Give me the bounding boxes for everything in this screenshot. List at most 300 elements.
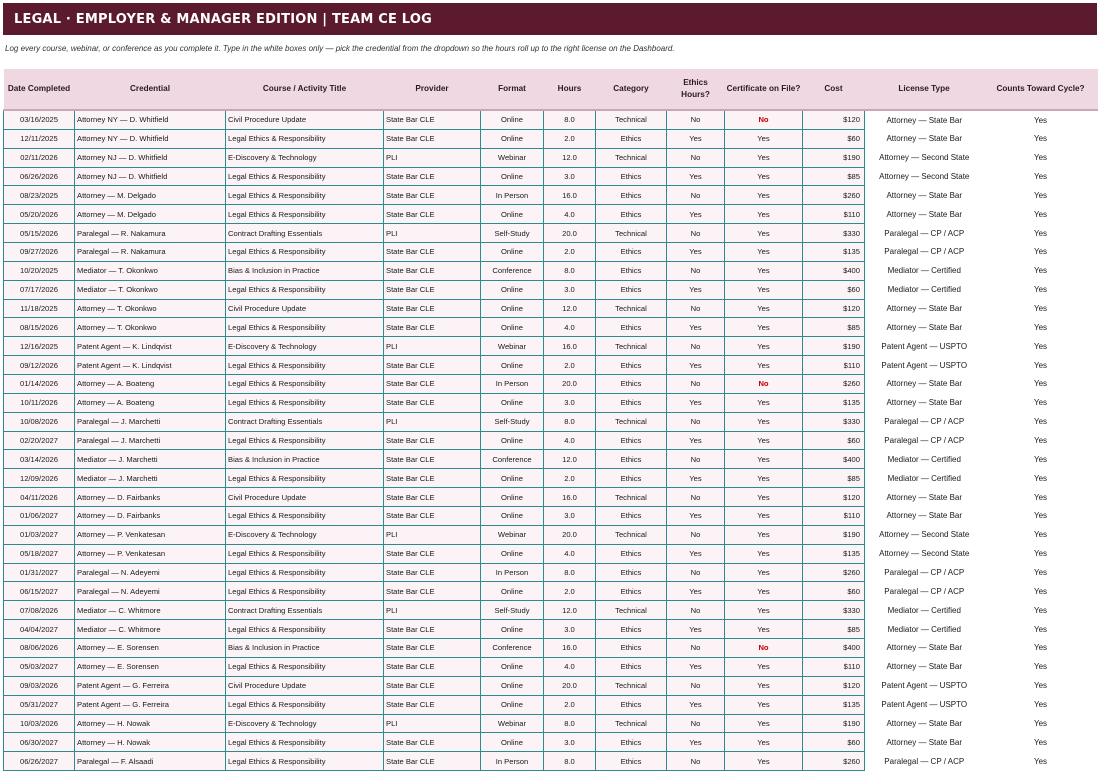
certificate-cell[interactable]: Yes bbox=[725, 525, 803, 544]
course-cell[interactable]: Legal Ethics & Responsibility bbox=[226, 318, 384, 337]
certificate-cell[interactable]: Yes bbox=[725, 657, 803, 676]
category-cell[interactable]: Technical bbox=[596, 148, 667, 167]
provider-cell[interactable]: State Bar CLE bbox=[384, 431, 481, 450]
course-cell[interactable]: Legal Ethics & Responsibility bbox=[226, 129, 384, 148]
course-cell[interactable]: Legal Ethics & Responsibility bbox=[226, 544, 384, 563]
format-cell[interactable]: Online bbox=[481, 356, 544, 375]
date-cell[interactable]: 04/04/2027 bbox=[4, 620, 75, 639]
category-cell[interactable]: Ethics bbox=[596, 733, 667, 752]
provider-cell[interactable]: State Bar CLE bbox=[384, 261, 481, 280]
course-cell[interactable]: Legal Ethics & Responsibility bbox=[226, 280, 384, 299]
ethics-cell[interactable]: Yes bbox=[667, 318, 725, 337]
date-cell[interactable]: 10/03/2026 bbox=[4, 714, 75, 733]
date-cell[interactable]: 09/27/2026 bbox=[4, 243, 75, 262]
date-cell[interactable]: 08/06/2026 bbox=[4, 639, 75, 658]
certificate-cell[interactable]: No bbox=[725, 375, 803, 394]
ethics-cell[interactable]: Yes bbox=[667, 167, 725, 186]
provider-cell[interactable]: State Bar CLE bbox=[384, 582, 481, 601]
credential-cell[interactable]: Mediator — J. Marchetti bbox=[75, 450, 226, 469]
course-cell[interactable]: Legal Ethics & Responsibility bbox=[226, 582, 384, 601]
date-cell[interactable]: 02/11/2026 bbox=[4, 148, 75, 167]
ethics-cell[interactable]: Yes bbox=[667, 393, 725, 412]
format-cell[interactable]: Online bbox=[481, 299, 544, 318]
hours-cell[interactable]: 8.0 bbox=[544, 412, 596, 431]
cost-cell[interactable]: $110 bbox=[803, 205, 865, 224]
format-cell[interactable]: Online bbox=[481, 129, 544, 148]
certificate-cell[interactable]: Yes bbox=[725, 129, 803, 148]
hours-cell[interactable]: 8.0 bbox=[544, 752, 596, 771]
provider-cell[interactable]: State Bar CLE bbox=[384, 243, 481, 262]
certificate-cell[interactable]: Yes bbox=[725, 563, 803, 582]
certificate-cell[interactable]: Yes bbox=[725, 620, 803, 639]
category-cell[interactable]: Technical bbox=[596, 525, 667, 544]
format-cell[interactable]: Conference bbox=[481, 450, 544, 469]
credential-cell[interactable]: Mediator — J. Marchetti bbox=[75, 469, 226, 488]
hours-cell[interactable]: 16.0 bbox=[544, 186, 596, 205]
format-cell[interactable]: Online bbox=[481, 280, 544, 299]
cost-cell[interactable]: $60 bbox=[803, 431, 865, 450]
date-cell[interactable]: 06/26/2026 bbox=[4, 167, 75, 186]
certificate-cell[interactable]: Yes bbox=[725, 393, 803, 412]
ethics-cell[interactable]: Yes bbox=[667, 695, 725, 714]
format-cell[interactable]: In Person bbox=[481, 375, 544, 394]
provider-cell[interactable]: State Bar CLE bbox=[384, 129, 481, 148]
certificate-cell[interactable]: Yes bbox=[725, 167, 803, 186]
cost-cell[interactable]: $85 bbox=[803, 318, 865, 337]
date-cell[interactable]: 01/14/2026 bbox=[4, 375, 75, 394]
category-cell[interactable]: Technical bbox=[596, 299, 667, 318]
credential-cell[interactable]: Paralegal — F. Alsaadi bbox=[75, 752, 226, 771]
certificate-cell[interactable]: Yes bbox=[725, 412, 803, 431]
certificate-cell[interactable]: Yes bbox=[725, 469, 803, 488]
cost-cell[interactable]: $330 bbox=[803, 601, 865, 620]
format-cell[interactable]: Online bbox=[481, 507, 544, 526]
hours-cell[interactable]: 20.0 bbox=[544, 375, 596, 394]
certificate-cell[interactable]: Yes bbox=[725, 695, 803, 714]
ethics-cell[interactable]: No bbox=[667, 299, 725, 318]
ethics-cell[interactable]: No bbox=[667, 639, 725, 658]
credential-cell[interactable]: Attorney — E. Sorensen bbox=[75, 639, 226, 658]
cost-cell[interactable]: $85 bbox=[803, 620, 865, 639]
credential-cell[interactable]: Attorney — A. Boateng bbox=[75, 393, 226, 412]
format-cell[interactable]: Webinar bbox=[481, 714, 544, 733]
certificate-cell[interactable]: Yes bbox=[725, 488, 803, 507]
category-cell[interactable]: Technical bbox=[596, 337, 667, 356]
credential-cell[interactable]: Paralegal — N. Adeyemi bbox=[75, 563, 226, 582]
category-cell[interactable]: Ethics bbox=[596, 657, 667, 676]
category-cell[interactable]: Technical bbox=[596, 601, 667, 620]
provider-cell[interactable]: PLI bbox=[384, 337, 481, 356]
category-cell[interactable]: Ethics bbox=[596, 129, 667, 148]
category-cell[interactable]: Technical bbox=[596, 714, 667, 733]
hours-cell[interactable]: 4.0 bbox=[544, 431, 596, 450]
cost-cell[interactable]: $260 bbox=[803, 375, 865, 394]
cost-cell[interactable]: $60 bbox=[803, 582, 865, 601]
date-cell[interactable]: 10/11/2026 bbox=[4, 393, 75, 412]
ethics-cell[interactable]: Yes bbox=[667, 469, 725, 488]
course-cell[interactable]: Legal Ethics & Responsibility bbox=[226, 431, 384, 450]
course-cell[interactable]: Legal Ethics & Responsibility bbox=[226, 657, 384, 676]
hours-cell[interactable]: 2.0 bbox=[544, 582, 596, 601]
ethics-cell[interactable]: No bbox=[667, 412, 725, 431]
ethics-cell[interactable]: No bbox=[667, 224, 725, 243]
provider-cell[interactable]: PLI bbox=[384, 224, 481, 243]
format-cell[interactable]: Online bbox=[481, 657, 544, 676]
provider-cell[interactable]: State Bar CLE bbox=[384, 639, 481, 658]
cost-cell[interactable]: $60 bbox=[803, 129, 865, 148]
date-cell[interactable]: 06/26/2027 bbox=[4, 752, 75, 771]
date-cell[interactable]: 06/15/2027 bbox=[4, 582, 75, 601]
course-cell[interactable]: Legal Ethics & Responsibility bbox=[226, 186, 384, 205]
certificate-cell[interactable]: Yes bbox=[725, 733, 803, 752]
date-cell[interactable]: 02/20/2027 bbox=[4, 431, 75, 450]
category-cell[interactable]: Ethics bbox=[596, 469, 667, 488]
ethics-cell[interactable]: Yes bbox=[667, 544, 725, 563]
certificate-cell[interactable]: Yes bbox=[725, 299, 803, 318]
course-cell[interactable]: Legal Ethics & Responsibility bbox=[226, 733, 384, 752]
date-cell[interactable]: 07/08/2026 bbox=[4, 601, 75, 620]
provider-cell[interactable]: State Bar CLE bbox=[384, 488, 481, 507]
ethics-cell[interactable]: Yes bbox=[667, 129, 725, 148]
date-cell[interactable]: 08/15/2026 bbox=[4, 318, 75, 337]
date-cell[interactable]: 04/11/2026 bbox=[4, 488, 75, 507]
hours-cell[interactable]: 20.0 bbox=[544, 676, 596, 695]
credential-cell[interactable]: Patent Agent — G. Ferreira bbox=[75, 695, 226, 714]
format-cell[interactable]: Online bbox=[481, 393, 544, 412]
date-cell[interactable]: 11/18/2025 bbox=[4, 299, 75, 318]
credential-cell[interactable]: Paralegal — J. Marchetti bbox=[75, 412, 226, 431]
course-cell[interactable]: Bias & Inclusion in Practice bbox=[226, 450, 384, 469]
provider-cell[interactable]: State Bar CLE bbox=[384, 205, 481, 224]
cost-cell[interactable]: $120 bbox=[803, 488, 865, 507]
cost-cell[interactable]: $190 bbox=[803, 337, 865, 356]
course-cell[interactable]: Bias & Inclusion in Practice bbox=[226, 639, 384, 658]
hours-cell[interactable]: 16.0 bbox=[544, 337, 596, 356]
date-cell[interactable]: 05/18/2027 bbox=[4, 544, 75, 563]
certificate-cell[interactable]: Yes bbox=[725, 224, 803, 243]
provider-cell[interactable]: PLI bbox=[384, 601, 481, 620]
credential-cell[interactable]: Mediator — C. Whitmore bbox=[75, 601, 226, 620]
category-cell[interactable]: Technical bbox=[596, 488, 667, 507]
ethics-cell[interactable]: No bbox=[667, 601, 725, 620]
course-cell[interactable]: Bias & Inclusion in Practice bbox=[226, 261, 384, 280]
hours-cell[interactable]: 8.0 bbox=[544, 563, 596, 582]
course-cell[interactable]: Civil Procedure Update bbox=[226, 488, 384, 507]
certificate-cell[interactable]: Yes bbox=[725, 318, 803, 337]
category-cell[interactable]: Ethics bbox=[596, 167, 667, 186]
credential-cell[interactable]: Attorney — T. Okonkwo bbox=[75, 318, 226, 337]
credential-cell[interactable]: Attorney — M. Delgado bbox=[75, 205, 226, 224]
category-cell[interactable]: Ethics bbox=[596, 205, 667, 224]
credential-cell[interactable]: Mediator — T. Okonkwo bbox=[75, 280, 226, 299]
date-cell[interactable]: 12/09/2026 bbox=[4, 469, 75, 488]
cost-cell[interactable]: $85 bbox=[803, 469, 865, 488]
certificate-cell[interactable]: Yes bbox=[725, 243, 803, 262]
ethics-cell[interactable]: Yes bbox=[667, 243, 725, 262]
format-cell[interactable]: Conference bbox=[481, 261, 544, 280]
format-cell[interactable]: Webinar bbox=[481, 148, 544, 167]
certificate-cell[interactable]: Yes bbox=[725, 676, 803, 695]
certificate-cell[interactable]: No bbox=[725, 110, 803, 129]
ethics-cell[interactable]: No bbox=[667, 488, 725, 507]
ethics-cell[interactable]: Yes bbox=[667, 280, 725, 299]
cost-cell[interactable]: $190 bbox=[803, 714, 865, 733]
course-cell[interactable]: Legal Ethics & Responsibility bbox=[226, 243, 384, 262]
category-cell[interactable]: Technical bbox=[596, 412, 667, 431]
hours-cell[interactable]: 8.0 bbox=[544, 714, 596, 733]
provider-cell[interactable]: PLI bbox=[384, 714, 481, 733]
credential-cell[interactable]: Mediator — C. Whitmore bbox=[75, 620, 226, 639]
category-cell[interactable]: Technical bbox=[596, 224, 667, 243]
cost-cell[interactable]: $120 bbox=[803, 110, 865, 129]
provider-cell[interactable]: State Bar CLE bbox=[384, 676, 481, 695]
format-cell[interactable]: Self-Study bbox=[481, 224, 544, 243]
category-cell[interactable]: Ethics bbox=[596, 582, 667, 601]
hours-cell[interactable]: 3.0 bbox=[544, 733, 596, 752]
course-cell[interactable]: Civil Procedure Update bbox=[226, 676, 384, 695]
certificate-cell[interactable]: Yes bbox=[725, 450, 803, 469]
hours-cell[interactable]: 12.0 bbox=[544, 299, 596, 318]
hours-cell[interactable]: 2.0 bbox=[544, 243, 596, 262]
cost-cell[interactable]: $135 bbox=[803, 243, 865, 262]
course-cell[interactable]: Legal Ethics & Responsibility bbox=[226, 205, 384, 224]
date-cell[interactable]: 09/03/2026 bbox=[4, 676, 75, 695]
hours-cell[interactable]: 2.0 bbox=[544, 356, 596, 375]
course-cell[interactable]: E-Discovery & Technology bbox=[226, 525, 384, 544]
provider-cell[interactable]: State Bar CLE bbox=[384, 752, 481, 771]
cost-cell[interactable]: $60 bbox=[803, 280, 865, 299]
hours-cell[interactable]: 3.0 bbox=[544, 507, 596, 526]
category-cell[interactable]: Ethics bbox=[596, 695, 667, 714]
certificate-cell[interactable]: Yes bbox=[725, 507, 803, 526]
ethics-cell[interactable]: No bbox=[667, 752, 725, 771]
provider-cell[interactable]: State Bar CLE bbox=[384, 393, 481, 412]
date-cell[interactable]: 01/03/2027 bbox=[4, 525, 75, 544]
certificate-cell[interactable]: Yes bbox=[725, 544, 803, 563]
certificate-cell[interactable]: Yes bbox=[725, 186, 803, 205]
credential-cell[interactable]: Attorney — P. Venkatesan bbox=[75, 525, 226, 544]
category-cell[interactable]: Ethics bbox=[596, 507, 667, 526]
provider-cell[interactable]: State Bar CLE bbox=[384, 733, 481, 752]
hours-cell[interactable]: 8.0 bbox=[544, 261, 596, 280]
format-cell[interactable]: Online bbox=[481, 733, 544, 752]
ethics-cell[interactable]: No bbox=[667, 450, 725, 469]
hours-cell[interactable]: 12.0 bbox=[544, 148, 596, 167]
cost-cell[interactable]: $110 bbox=[803, 507, 865, 526]
certificate-cell[interactable]: Yes bbox=[725, 601, 803, 620]
format-cell[interactable]: In Person bbox=[481, 563, 544, 582]
credential-cell[interactable]: Attorney — E. Sorensen bbox=[75, 657, 226, 676]
date-cell[interactable]: 12/16/2025 bbox=[4, 337, 75, 356]
date-cell[interactable]: 01/06/2027 bbox=[4, 507, 75, 526]
ethics-cell[interactable]: Yes bbox=[667, 205, 725, 224]
credential-cell[interactable]: Patent Agent — K. Lindqvist bbox=[75, 337, 226, 356]
category-cell[interactable]: Ethics bbox=[596, 563, 667, 582]
hours-cell[interactable]: 16.0 bbox=[544, 639, 596, 658]
cost-cell[interactable]: $190 bbox=[803, 148, 865, 167]
provider-cell[interactable]: State Bar CLE bbox=[384, 186, 481, 205]
cost-cell[interactable]: $400 bbox=[803, 261, 865, 280]
cost-cell[interactable]: $260 bbox=[803, 186, 865, 205]
certificate-cell[interactable]: Yes bbox=[725, 431, 803, 450]
ethics-cell[interactable]: Yes bbox=[667, 620, 725, 639]
format-cell[interactable]: Conference bbox=[481, 639, 544, 658]
provider-cell[interactable]: State Bar CLE bbox=[384, 356, 481, 375]
format-cell[interactable]: Online bbox=[481, 318, 544, 337]
course-cell[interactable]: Legal Ethics & Responsibility bbox=[226, 563, 384, 582]
certificate-cell[interactable]: Yes bbox=[725, 582, 803, 601]
category-cell[interactable]: Ethics bbox=[596, 544, 667, 563]
hours-cell[interactable]: 12.0 bbox=[544, 601, 596, 620]
format-cell[interactable]: Online bbox=[481, 110, 544, 129]
date-cell[interactable]: 10/20/2025 bbox=[4, 261, 75, 280]
cost-cell[interactable]: $135 bbox=[803, 393, 865, 412]
ethics-cell[interactable]: No bbox=[667, 375, 725, 394]
category-cell[interactable]: Ethics bbox=[596, 450, 667, 469]
format-cell[interactable]: Online bbox=[481, 695, 544, 714]
format-cell[interactable]: In Person bbox=[481, 752, 544, 771]
category-cell[interactable]: Ethics bbox=[596, 243, 667, 262]
provider-cell[interactable]: PLI bbox=[384, 412, 481, 431]
certificate-cell[interactable]: Yes bbox=[725, 356, 803, 375]
course-cell[interactable]: Civil Procedure Update bbox=[226, 110, 384, 129]
category-cell[interactable]: Ethics bbox=[596, 620, 667, 639]
hours-cell[interactable]: 2.0 bbox=[544, 469, 596, 488]
cost-cell[interactable]: $330 bbox=[803, 412, 865, 431]
credential-cell[interactable]: Patent Agent — G. Ferreira bbox=[75, 676, 226, 695]
credential-cell[interactable]: Attorney — H. Nowak bbox=[75, 714, 226, 733]
cost-cell[interactable]: $110 bbox=[803, 657, 865, 676]
course-cell[interactable]: Legal Ethics & Responsibility bbox=[226, 469, 384, 488]
hours-cell[interactable]: 3.0 bbox=[544, 167, 596, 186]
provider-cell[interactable]: State Bar CLE bbox=[384, 318, 481, 337]
cost-cell[interactable]: $135 bbox=[803, 695, 865, 714]
hours-cell[interactable]: 3.0 bbox=[544, 393, 596, 412]
credential-cell[interactable]: Paralegal — J. Marchetti bbox=[75, 431, 226, 450]
format-cell[interactable]: Online bbox=[481, 620, 544, 639]
course-cell[interactable]: Legal Ethics & Responsibility bbox=[226, 375, 384, 394]
provider-cell[interactable]: State Bar CLE bbox=[384, 657, 481, 676]
provider-cell[interactable]: State Bar CLE bbox=[384, 563, 481, 582]
ethics-cell[interactable]: No bbox=[667, 186, 725, 205]
course-cell[interactable]: E-Discovery & Technology bbox=[226, 714, 384, 733]
date-cell[interactable]: 05/20/2026 bbox=[4, 205, 75, 224]
ethics-cell[interactable]: No bbox=[667, 261, 725, 280]
credential-cell[interactable]: Attorney NY — D. Whitfield bbox=[75, 129, 226, 148]
provider-cell[interactable]: State Bar CLE bbox=[384, 544, 481, 563]
provider-cell[interactable]: State Bar CLE bbox=[384, 620, 481, 639]
cost-cell[interactable]: $330 bbox=[803, 224, 865, 243]
cost-cell[interactable]: $120 bbox=[803, 299, 865, 318]
ethics-cell[interactable]: Yes bbox=[667, 356, 725, 375]
credential-cell[interactable]: Paralegal — N. Adeyemi bbox=[75, 582, 226, 601]
course-cell[interactable]: Contract Drafting Essentials bbox=[226, 224, 384, 243]
course-cell[interactable]: Legal Ethics & Responsibility bbox=[226, 167, 384, 186]
provider-cell[interactable]: State Bar CLE bbox=[384, 110, 481, 129]
ethics-cell[interactable]: No bbox=[667, 337, 725, 356]
credential-cell[interactable]: Attorney NJ — D. Whitfield bbox=[75, 167, 226, 186]
hours-cell[interactable]: 20.0 bbox=[544, 525, 596, 544]
certificate-cell[interactable]: Yes bbox=[725, 280, 803, 299]
date-cell[interactable]: 07/17/2026 bbox=[4, 280, 75, 299]
certificate-cell[interactable]: Yes bbox=[725, 261, 803, 280]
provider-cell[interactable]: State Bar CLE bbox=[384, 695, 481, 714]
format-cell[interactable]: Webinar bbox=[481, 525, 544, 544]
certificate-cell[interactable]: Yes bbox=[725, 148, 803, 167]
credential-cell[interactable]: Paralegal — R. Nakamura bbox=[75, 224, 226, 243]
date-cell[interactable]: 05/03/2027 bbox=[4, 657, 75, 676]
category-cell[interactable]: Ethics bbox=[596, 280, 667, 299]
format-cell[interactable]: Self-Study bbox=[481, 601, 544, 620]
format-cell[interactable]: Online bbox=[481, 676, 544, 695]
course-cell[interactable]: Civil Procedure Update bbox=[226, 299, 384, 318]
hours-cell[interactable]: 16.0 bbox=[544, 488, 596, 507]
ethics-cell[interactable]: No bbox=[667, 525, 725, 544]
certificate-cell[interactable]: Yes bbox=[725, 714, 803, 733]
course-cell[interactable]: Legal Ethics & Responsibility bbox=[226, 393, 384, 412]
course-cell[interactable]: Contract Drafting Essentials bbox=[226, 601, 384, 620]
category-cell[interactable]: Ethics bbox=[596, 639, 667, 658]
certificate-cell[interactable]: Yes bbox=[725, 337, 803, 356]
category-cell[interactable]: Ethics bbox=[596, 375, 667, 394]
credential-cell[interactable]: Attorney NY — D. Whitfield bbox=[75, 110, 226, 129]
date-cell[interactable]: 12/11/2025 bbox=[4, 129, 75, 148]
credential-cell[interactable]: Attorney — A. Boateng bbox=[75, 375, 226, 394]
course-cell[interactable]: Contract Drafting Essentials bbox=[226, 412, 384, 431]
category-cell[interactable]: Technical bbox=[596, 676, 667, 695]
provider-cell[interactable]: PLI bbox=[384, 525, 481, 544]
credential-cell[interactable]: Attorney — P. Venkatesan bbox=[75, 544, 226, 563]
hours-cell[interactable]: 20.0 bbox=[544, 224, 596, 243]
date-cell[interactable]: 01/31/2027 bbox=[4, 563, 75, 582]
certificate-cell[interactable]: No bbox=[725, 639, 803, 658]
provider-cell[interactable]: State Bar CLE bbox=[384, 280, 481, 299]
ethics-cell[interactable]: No bbox=[667, 676, 725, 695]
credential-cell[interactable]: Attorney — M. Delgado bbox=[75, 186, 226, 205]
hours-cell[interactable]: 12.0 bbox=[544, 450, 596, 469]
cost-cell[interactable]: $260 bbox=[803, 563, 865, 582]
course-cell[interactable]: Legal Ethics & Responsibility bbox=[226, 695, 384, 714]
certificate-cell[interactable]: Yes bbox=[725, 205, 803, 224]
date-cell[interactable]: 05/15/2026 bbox=[4, 224, 75, 243]
category-cell[interactable]: Ethics bbox=[596, 431, 667, 450]
credential-cell[interactable]: Attorney — H. Nowak bbox=[75, 733, 226, 752]
format-cell[interactable]: Online bbox=[481, 167, 544, 186]
cost-cell[interactable]: $135 bbox=[803, 544, 865, 563]
ethics-cell[interactable]: Yes bbox=[667, 582, 725, 601]
cost-cell[interactable]: $60 bbox=[803, 733, 865, 752]
cost-cell[interactable]: $400 bbox=[803, 639, 865, 658]
provider-cell[interactable]: State Bar CLE bbox=[384, 450, 481, 469]
category-cell[interactable]: Ethics bbox=[596, 261, 667, 280]
format-cell[interactable]: In Person bbox=[481, 186, 544, 205]
ethics-cell[interactable]: No bbox=[667, 714, 725, 733]
category-cell[interactable]: Technical bbox=[596, 110, 667, 129]
date-cell[interactable]: 03/16/2025 bbox=[4, 110, 75, 129]
ethics-cell[interactable]: No bbox=[667, 563, 725, 582]
hours-cell[interactable]: 2.0 bbox=[544, 695, 596, 714]
cost-cell[interactable]: $260 bbox=[803, 752, 865, 771]
course-cell[interactable]: E-Discovery & Technology bbox=[226, 337, 384, 356]
format-cell[interactable]: Online bbox=[481, 431, 544, 450]
hours-cell[interactable]: 3.0 bbox=[544, 280, 596, 299]
format-cell[interactable]: Online bbox=[481, 205, 544, 224]
format-cell[interactable]: Online bbox=[481, 469, 544, 488]
credential-cell[interactable]: Patent Agent — K. Lindqvist bbox=[75, 356, 226, 375]
format-cell[interactable]: Online bbox=[481, 488, 544, 507]
hours-cell[interactable]: 2.0 bbox=[544, 129, 596, 148]
ethics-cell[interactable]: Yes bbox=[667, 507, 725, 526]
